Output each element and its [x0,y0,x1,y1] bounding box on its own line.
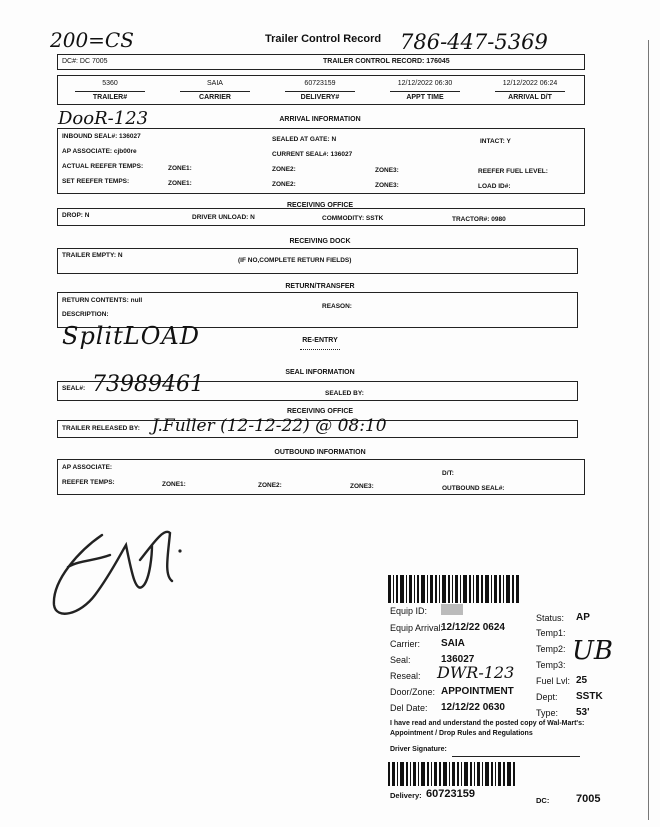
set-reefer-temps: SET REEFER TEMPS: [62,178,130,185]
return-reason: REASON: [322,303,352,310]
del-date-label: Del Date: [390,703,428,713]
temp1-label: Temp1: [536,628,566,638]
signature-drawing [40,515,190,625]
door-zone: APPOINTMENT [441,686,514,697]
fuel-level: 25 [576,675,588,686]
disclaimer-line-2: Appointment / Drop Rules and Regulations [390,730,533,737]
ticket-delivery: 60723159 [426,788,475,800]
ap-associate: AP ASSOCIATE: cjb00re [62,148,137,155]
outbound-title: OUTBOUND INFORMATION [274,449,366,456]
form-title: Trailer Control Record [265,33,382,45]
reentry-title: RE-ENTRY [302,337,338,344]
door-zone-label: Door/Zone: [390,687,436,697]
outbound-ap-associate: AP ASSOCIATE: [62,464,113,471]
disclaimer-line-1: I have read and understand the posted copy of Wal-Mart's: [390,720,585,727]
receiving-office2-title: RECEIVING OFFICE [286,408,354,415]
appt-label: APPT TIME [406,94,444,101]
reefer-fuel-level: REEFER FUEL LEVEL: [478,168,548,175]
dc-label: DC: [536,796,550,805]
ticket-seal: 136027 [441,654,475,665]
page-edge [648,40,649,820]
set-zone3: ZONE3: [375,182,399,189]
return-note: (IF NO,COMPLETE RETURN FIELDS) [238,257,352,264]
outbound-box [57,459,585,495]
del-date: 12/12/22 0630 [441,702,505,713]
delivery-label: Delivery: [390,791,422,800]
status: AP [576,612,590,623]
delivery-number: 60723159 [304,80,336,87]
ticket-barcode-top [388,575,520,603]
intact: INTACT: Y [480,138,511,145]
handwritten-door: DooR-123 [58,108,149,129]
trailer-empty: TRAILER EMPTY: N [62,252,123,259]
delivery-label: DELIVERY# [300,94,340,101]
receiving-office-title: RECEIVING OFFICE [286,202,354,209]
dc-number: DC#: DC 7005 [62,58,108,65]
status-label: Status: [536,613,565,623]
drop: DROP: N [62,212,90,219]
handwritten-release: J.Fuller (12-12-22) @ 08:10 [152,416,387,436]
return-description: DESCRIPTION: [62,311,109,318]
handwritten-temp-initials: UB [572,636,614,666]
set-zone2: ZONE2: [272,181,296,188]
equip-id-label: Equip ID: [390,606,428,616]
driver-signature-label: Driver Signature: [390,746,447,753]
return-contents: RETURN CONTENTS: null [62,297,143,304]
trailer-number: 5360 [102,80,118,87]
driver-unload: DRIVER UNLOAD: N [192,214,255,221]
set-zone1: ZONE1: [168,180,192,187]
temp3-label: Temp3: [536,660,566,670]
ticket-carrier: SAIA [441,638,465,649]
temp2-label: Temp2: [536,644,566,654]
type-label: Type: [536,708,559,718]
outbound-reefer-temps: REEFER TEMPS: [62,479,115,486]
actual-zone1: ZONE1: [168,165,192,172]
ticket-barcode-bottom [388,762,518,786]
handwritten-seal: 73989461 [92,372,204,397]
return-transfer-title: RETURN/TRANSFER [285,283,355,290]
fuel-label: Fuel Lvl: [536,676,571,686]
equip-id-redacted [441,604,463,615]
sealed-at-gate: SEALED AT GATE: N [272,136,337,143]
commodity: COMMODITY: SSTK [322,215,384,222]
actual-zone3: ZONE3: [375,167,399,174]
record-number: TRAILER CONTROL RECORD: 176045 [323,58,450,65]
handwritten-reseal: DWR-123 [437,663,515,682]
actual-zone2: ZONE2: [272,166,296,173]
released-by-label: TRAILER RELEASED BY: [62,425,140,432]
dept: SSTK [576,691,603,702]
trailer-label: TRAILER# [92,94,128,101]
arrival-time: 12/12/2022 06:24 [502,80,558,87]
carrier-label: CARRIER [199,94,231,101]
arrival-label: ARRIVAL D/T [508,94,552,101]
outbound-zone3: ZONE3: [350,483,374,490]
load-id: LOAD ID#: [478,183,511,190]
outbound-dt: D/T: [442,470,454,477]
current-seal: CURRENT SEAL#: 136027 [272,151,353,158]
header-box [57,54,585,70]
trailer-type: 53' [576,707,590,718]
actual-reefer-temps: ACTUAL REEFER TEMPS: [62,163,144,170]
equip-arrival: 12/12/22 0624 [441,622,505,633]
inbound-seal: INBOUND SEAL#: 136027 [62,133,141,140]
outbound-zone2: ZONE2: [258,482,282,489]
seal-info-title: SEAL INFORMATION [285,369,355,376]
ticket-seal-label: Seal: [390,655,411,665]
tractor: TRACTOR#: 0980 [452,216,506,223]
ticket-reseal-label: Reseal: [390,671,421,681]
ticket-dc: 7005 [576,793,601,805]
handwritten-phone: 786-447-5369 [400,30,548,54]
receiving-dock-title: RECEIVING DOCK [289,238,351,245]
sealed-by: SEALED BY: [325,390,364,397]
handwritten-split-load: SplitLOAD [62,322,200,350]
seal-label: SEAL#: [62,385,86,392]
dept-label: Dept: [536,692,558,702]
outbound-seal: OUTBOUND SEAL#: [442,485,505,492]
equip-arrival-label: Equip Arrival: [390,623,444,633]
handwritten-note-top: 200=CS [50,28,134,52]
outbound-zone1: ZONE1: [162,481,186,488]
appt-time: 12/12/2022 06:30 [397,80,453,87]
ticket-carrier-label: Carrier: [390,639,421,649]
arrival-title: ARRIVAL INFORMATION [279,116,361,123]
carrier: SAIA [207,80,223,87]
